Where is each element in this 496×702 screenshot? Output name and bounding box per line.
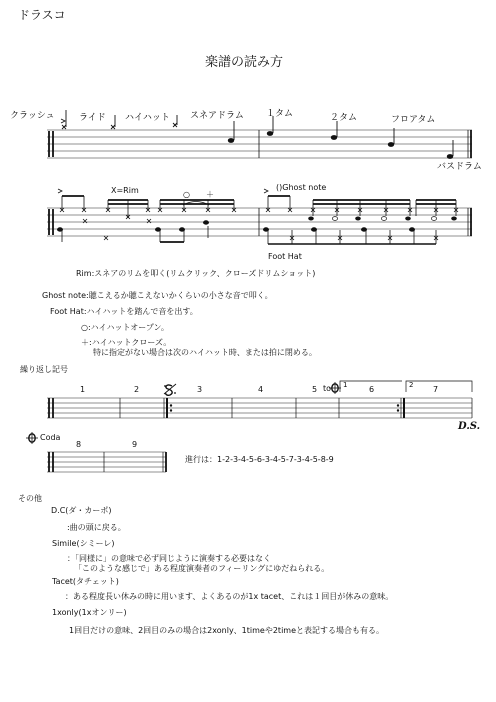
legend-close-note: 特に指定がない場合は次のハイハット時、または拍に閉める。 (93, 348, 317, 357)
volta-2-label: 2 (409, 381, 414, 389)
simile-description-1: ：「同様に」の意味で必ず同じように演奏する必要はなく (67, 554, 271, 563)
coda-label: Coda (40, 433, 61, 442)
dc-description: :曲の頭に戻る。 (67, 523, 126, 532)
to-coda-label: to (323, 384, 332, 393)
repeat-heading: 繰り返し記号 (20, 365, 68, 374)
xonly-description: 1回目だけの意味、2回目のみの場合は2xonly、1timeや2timeと表記する場合も有る。 (69, 626, 385, 635)
xonly-term: 1xonly(1xオンリー) (52, 608, 127, 617)
label-ghost-note: ()Ghost note (276, 183, 327, 192)
measure-number: 8 (76, 440, 82, 449)
tacet-description: ：ある程度長い休みの時に用います、よくあるのが1x tacet、これは１回目が休みの意味。 (65, 592, 394, 601)
label-tom1: １タム (266, 109, 294, 119)
label-rim: X=Rim (111, 186, 139, 195)
tacet-term: Tacet(タチェット) (52, 577, 119, 586)
progression-text: 進行は：1-2-3-4-5-6-3-4-5-7-3-4-5-8-9 (185, 455, 334, 464)
label-crash: クラッシュ (10, 111, 55, 121)
page-title: 楽譜の読み方 (205, 55, 284, 70)
label-bass: バスドラム (437, 162, 482, 172)
ds-marking: D.S. (458, 421, 481, 432)
others-heading: その他 (18, 494, 42, 503)
volta-1-label: 1 (343, 381, 348, 389)
label-hihat-close: ＋ (206, 190, 214, 199)
measure-number: 4 (258, 385, 264, 394)
label-hihat: ハイハット (125, 113, 170, 123)
label-ride: ライド (79, 113, 106, 123)
legend-open: ○:ハイハットオープン。 (81, 323, 169, 332)
measure-number: 9 (132, 440, 138, 449)
legend-rim: Rim:スネアのリムを叩く(リムクリック、クローズドリムショット) (76, 269, 316, 278)
label-hihat-open: ○ (183, 190, 190, 199)
measure-number: 7 (433, 385, 439, 394)
measure-number: 3 (197, 385, 203, 394)
measure-number: 5 (312, 385, 318, 394)
legend-foot-hat: Foot Hat:ハイハットを踏んで音を出す。 (50, 307, 198, 316)
brand-label: ドラスコ (18, 8, 66, 22)
simile-description-2: 「このような感じで」ある程度演奏者のフィーリングにゆだねられる。 (74, 564, 330, 573)
label-foot-hat: Foot Hat (268, 252, 302, 261)
label-tom2: ２タム (330, 113, 358, 123)
legend-ghost: Ghost note:聴こえるか聴こえないかくらいの小さな音で叩く。 (42, 291, 273, 300)
simile-term: Simile(シミーレ) (52, 539, 115, 548)
legend-close: ＋:ハイハットクローズ。 (81, 338, 172, 347)
measure-number: 1 (80, 385, 86, 394)
measure-number: 2 (134, 385, 140, 394)
dc-term: D.C(ダ・カーポ) (51, 506, 112, 515)
coda-icon (26, 432, 38, 444)
label-floor-tom: フロアタム (391, 115, 436, 125)
label-snare: スネアドラム (190, 111, 244, 121)
measure-number: 6 (369, 385, 375, 394)
